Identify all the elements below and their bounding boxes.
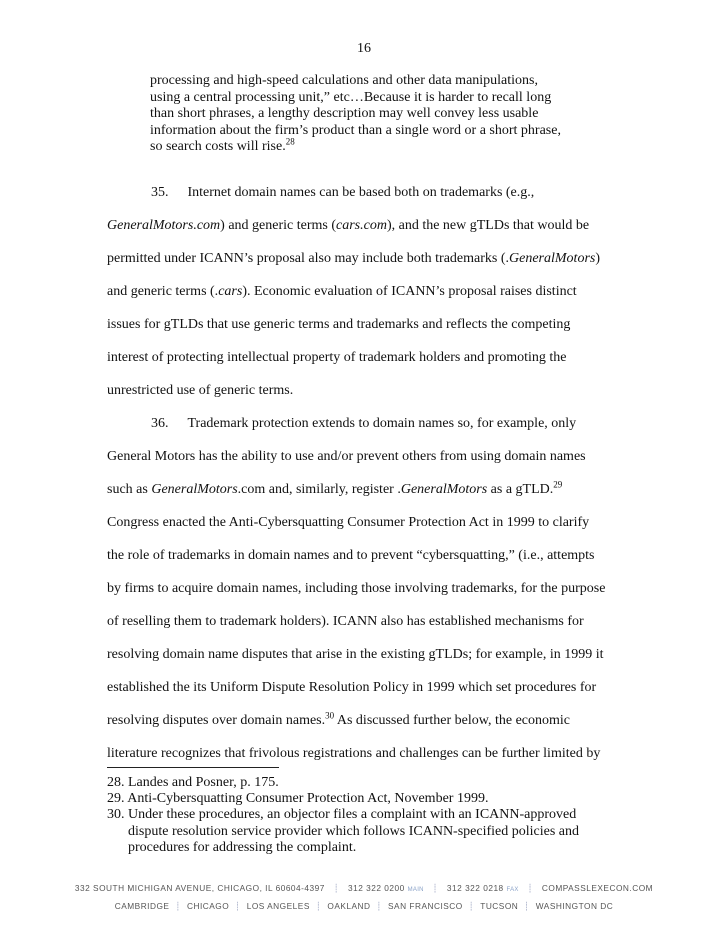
footnote-ref-28[interactable]: 28 — [285, 136, 295, 147]
footer-separator: ┊ — [527, 883, 534, 893]
footer-separator: ┊ — [333, 883, 340, 893]
footnote-30-continued: procedures for addressing the complaint. — [128, 839, 357, 855]
footer-phone-main: 312 322 0200 — [348, 883, 405, 893]
footer-city: CAMBRIDGE — [114, 901, 170, 911]
quote-line: using a central processing unit,” etc…Because it is harder to recall long — [150, 89, 552, 105]
quote-line: information about the firm’s product than a single word or a short phrase, — [150, 122, 561, 138]
footer-city: LOS ANGELES — [246, 901, 310, 911]
paragraph-35-line-5: issues for gTLDs that use generic terms and trademarks and reflects the competing — [107, 317, 571, 332]
footnote-ref-29[interactable]: 29 — [553, 479, 563, 490]
paragraph-36-line-3: such as GeneralMotors.com and, similarly, register .GeneralMotors as a gTLD.$^{29}$ — [107, 479, 563, 497]
quote-line: so search costs will rise.$^{28}$ — [150, 136, 295, 155]
footnote-29: 29. Anti-Cybersquatting Consumer Protection Act, November 1999. — [107, 791, 489, 807]
block-quote — [150, 73, 620, 156]
footer-city: OAKLAND — [327, 901, 371, 911]
paragraph-35-line-1: 35. Internet domain names can be based both on trademarks (e.g., — [151, 185, 535, 200]
footer-city: CHICAGO — [186, 901, 230, 911]
footer-phone-fax-label: FAX — [506, 887, 519, 893]
footer-city: TUCSON — [480, 901, 519, 911]
footer-address: 332 SOUTH MICHIGAN AVENUE, CHICAGO, IL 60604-4397 — [74, 883, 325, 893]
footnote-30-continued: dispute resolution service provider which follows ICANN-specified policies and — [128, 823, 580, 839]
footnote-30: 30. Under these procedures, an objector files a complaint with an ICANN-approved — [107, 807, 577, 823]
footer-city: SAN FRANCISCO — [388, 901, 463, 911]
footer-phone-main-label: MAIN — [407, 887, 424, 893]
paragraph-35-line-7: unrestricted use of generic terms. — [107, 383, 294, 398]
footer-website[interactable]: COMPASSLEXECON.COM — [541, 883, 654, 893]
paragraph-35-line-4: and generic terms (.cars). Economic evaluation of ICANN’s proposal raises distinct — [107, 284, 577, 299]
paragraph-36-line-8: resolving domain name disputes that arise in the existing gTLDs; for example, in 1999 it — [107, 647, 604, 662]
paragraph-36-line-5: the role of trademarks in domain names and to prevent “cybersquatting,” (i.e., attempts — [107, 548, 595, 563]
paragraph-36-number: 36. — [151, 416, 169, 431]
footer-phone-fax: 312 322 0218 — [446, 883, 504, 893]
paragraph-35-number: 35. — [151, 185, 169, 200]
paragraph-36-line-9: established the its Uniform Dispute Resolution Policy in 1999 which set procedures for — [107, 680, 597, 695]
paragraph-36-line-7: of reselling them to trademark holders). ICANN also has established mechanisms for — [107, 614, 584, 629]
footnote-divider — [107, 767, 279, 768]
footer-city: WASHINGTON DC — [535, 901, 614, 911]
paragraph-36-line-10: resolving disputes over domain names.$^{30}$ As discussed further below, the economic — [107, 710, 571, 728]
paragraph-36-line-11: literature recognizes that frivolous registrations and challenges can be further limited by — [107, 746, 601, 761]
paragraph-36-line-4: Congress enacted the Anti-Cybersquatting Consumer Protection Act in 1999 to clarify — [107, 515, 590, 530]
paragraph-35-line-3: permitted under ICANN’s proposal also may include both trademarks (.GeneralMotors) — [107, 251, 601, 266]
footer-separator: ┊ — [432, 883, 439, 893]
footer-cities: CAMBRIDGE ┊ CHICAGO ┊ LOS ANGELES ┊ OAKLAND ┊ SAN FRANCISCO ┊ TUCSON ┊ WASHINGTON DC — [114, 901, 614, 911]
paragraph-36-line-1: 36. Trademark protection extends to domain names so, for example, only — [151, 416, 577, 431]
paragraph-36-line-6: by firms to acquire domain names, including those involving trademarks, for the purpose — [107, 581, 606, 596]
footer-contact — [0, 883, 728, 893]
footnote-ref-30[interactable]: 30 — [325, 710, 335, 721]
page-number: 16 — [357, 41, 371, 56]
quote-line: processing and high-speed calculations and other data manipulations, — [150, 73, 539, 88]
quote-line: than short phrases, a lengthy description may well convey less usable — [150, 106, 539, 122]
paragraph-35-line-6: interest of protecting intellectual property of trademark holders and promoting the — [107, 350, 567, 365]
footnote-28: 28. Landes and Posner, p. 175. — [107, 775, 279, 790]
footnotes — [107, 775, 627, 856]
paragraph-35-line-2: GeneralMotors.com) and generic terms (cars.com), and the new gTLDs that would be — [107, 218, 590, 233]
paragraph-36-line-2: General Motors has the ability to use and/or prevent others from using domain names — [107, 449, 586, 464]
